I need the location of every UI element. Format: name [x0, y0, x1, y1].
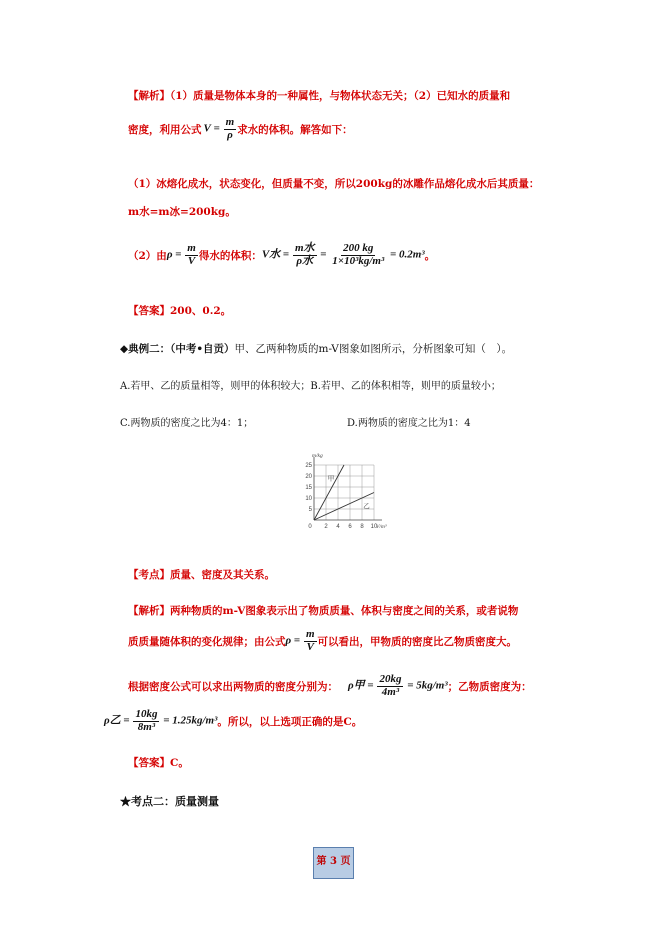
analysis-1-line-2: 密度，利用公式 V = $\frac{m}{\rho}$ 求水的体积。解答如下： [128, 116, 353, 141]
x-tick-label: 6 [348, 524, 352, 530]
y-tick-label: 25 [305, 463, 312, 469]
mv-chart [296, 450, 392, 530]
density-calc-line-2: ρ乙 = $\frac{10kg}{\text{8m³}}$ = 1.25kg/m³ 。所以，以上选项正确的是C。 [104, 708, 363, 733]
answer-1: 【答案】200、0.2。 [128, 305, 232, 317]
density-calc-line-1: 根据密度公式可以求出两物质的密度分别为： ρ甲 = $\frac{20kg}{\text{4m³}}$ = 5kg/m³ ；乙物质密度为： [128, 673, 532, 698]
density-formula: ρ = $\frac{m}{V}$ [166, 242, 196, 267]
analysis-1-line-1: 【解析】（1）质量是物体本身的一种属性，与物体状态无关；（2）已知水的质量和 [128, 90, 511, 102]
y-tick-label: 20 [305, 474, 312, 480]
y-tick-label: 5 [308, 507, 312, 513]
density-yi: ρ乙 = $\frac{10kg}{\text{8m³}}$ = 1.25kg/m³ [104, 708, 218, 733]
example-2-heading: ◆典例二：（中考•自贡）甲、乙两种物质的m-V图象如图所示，分析图象可知（ ）。 [120, 343, 513, 355]
step-1-line-2: m水=m冰=200kg。 [128, 206, 236, 218]
x-tick-label: 8 [360, 524, 364, 530]
series-label-yi: 乙 [363, 501, 370, 510]
x-axis-label: V/m³ [376, 524, 387, 530]
y-axis-label: m/kg [312, 453, 323, 459]
step-2-line: （2）由 ρ = $\frac{m}{V}$ 得水的体积： V水 = $\frac{\text{m水}}{\text{ρ水}}$ = $\frac{200 kg}{\text{1×10³kg/m³}}$ = 0.2m³ 。 [128, 242, 436, 267]
density-formula-2: ρ = $\frac{m}{V}$ [285, 628, 315, 653]
section-title: ★考点二：质量测量 [120, 795, 219, 808]
option-b: B.若甲、乙的体积相等，则甲的质量较小； [310, 381, 501, 392]
option-d: D.两物质的密度之比为1：4 [347, 418, 471, 429]
series-line-jia [314, 465, 344, 520]
analysis-label: 【解析】 [128, 90, 170, 102]
x-tick-label: 10 [370, 524, 378, 530]
y-tick-label: 15 [305, 485, 312, 491]
x-tick-label: 4 [336, 524, 340, 530]
analysis-2-line-1: 【解析】两种物质的m-V图象表示出了物质质量、体积与密度之间的关系，或者说物 [128, 605, 519, 617]
options-row-1 [120, 377, 501, 392]
option-a: A.若甲、乙的质量相等，则甲的体积较大； [120, 381, 311, 392]
kaodian: 【考点】质量、密度及其关系。 [128, 569, 275, 581]
y-tick-label: 10 [305, 496, 312, 502]
page-number-badge: 第 3 页 [313, 847, 354, 879]
option-c: C.两物质的密度之比为4：1； [120, 418, 254, 429]
analysis-2-line-2: 质质量随体积的变化规律；由公式 ρ = $\frac{m}{V}$ 可以看出，甲物质的密度比乙物质密度大。 [128, 628, 518, 653]
answer-2: 【答案】C。 [128, 757, 189, 769]
x-tick-label: 2 [324, 524, 328, 530]
volume-formula: V = $\frac{m}{\rho}$ [203, 116, 235, 141]
density-jia: ρ甲 = $\frac{20kg}{\text{4m³}}$ = 5kg/m³ [348, 673, 448, 698]
step-1-line-1: （1）冰熔化成水，状态变化，但质量不变，所以200kg的冰雕作品熔化成水后其质量： [128, 178, 540, 190]
volume-calculation: V水 = $\frac{\text{m水}}{\text{ρ水}}$ = $\frac{200 kg}{\text{1×10³kg/m³}}$ = 0.2m³ [261, 242, 425, 267]
series-label-jia: 甲 [327, 474, 335, 483]
x-tick-label: 0 [308, 524, 312, 530]
